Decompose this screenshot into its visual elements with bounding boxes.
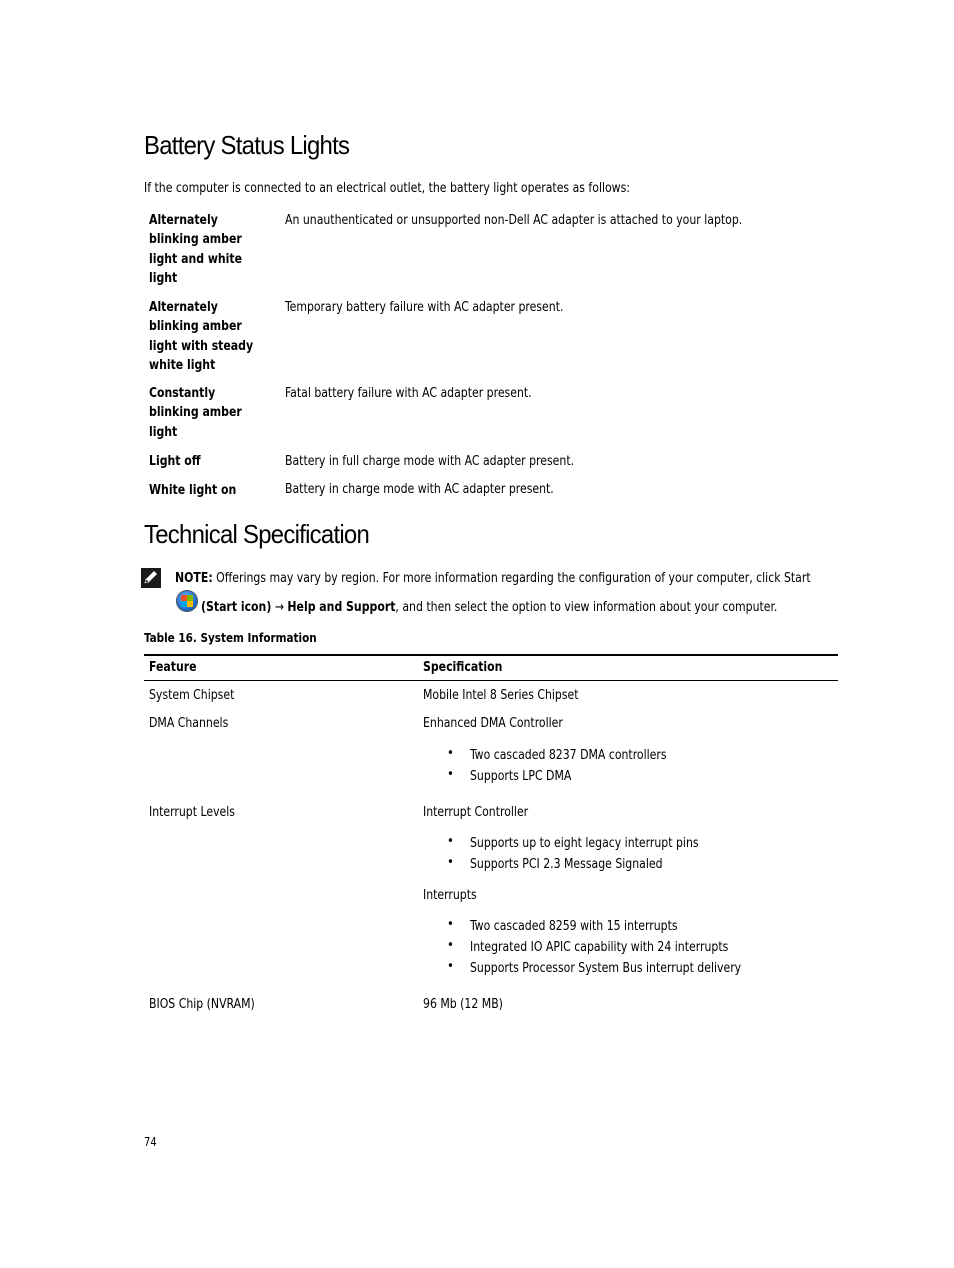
bullet-item: Two cascaded 8237 DMA controllers: [470, 748, 667, 763]
table-cell-feature: DMA Channels: [149, 716, 229, 731]
table-caption: Table 16. System Information: [144, 630, 317, 645]
bullet-marker: •: [447, 834, 454, 849]
note-text-continued: , and then select the option to view information about your computer.: [395, 600, 778, 615]
bullet-item: Supports LPC DMA: [470, 769, 572, 784]
status-description: An unauthenticated or unsupported non-Dell AC adapter is attached to your laptop.: [285, 213, 743, 228]
note-line-1: [175, 569, 811, 588]
bullet-marker: •: [447, 855, 454, 870]
bullet-marker: •: [447, 767, 454, 782]
note-label: NOTE:: [175, 571, 213, 586]
note-pencil-icon: [141, 568, 161, 588]
note-text: Offerings may vary by region. For more information regarding the configuration of your computer, click Start: [216, 571, 811, 586]
table-cell-spec: 96 Mb (12 MB): [423, 997, 503, 1012]
table-cell-spec: Mobile Intel 8 Series Chipset: [423, 688, 579, 703]
start-icon-label: (Start icon): [201, 600, 272, 615]
bullet-item: Supports PCI 2.3 Message Signaled: [470, 857, 663, 872]
intro-paragraph: If the computer is connected to an electrical outlet, the battery light operates as follows:: [144, 181, 630, 196]
bullet-item: Supports up to eight legacy interrupt pins: [470, 836, 699, 851]
status-term: Constantly blinking amber light: [149, 386, 242, 440]
table-header-specification: Specification: [423, 660, 503, 675]
bullet-marker: •: [447, 959, 454, 974]
table-header-feature: Feature: [149, 660, 197, 675]
status-term: White light on: [149, 483, 237, 498]
bullet-marker: •: [447, 746, 454, 761]
table-cell-spec: Enhanced DMA Controller: [423, 716, 563, 731]
table-cell-feature: Interrupt Levels: [149, 805, 235, 820]
arrow: →: [274, 600, 284, 615]
bullet-item: Supports Processor System Bus interrupt delivery: [470, 961, 742, 976]
bullet-marker: •: [447, 938, 454, 953]
status-description: Battery in full charge mode with AC adapter present.: [285, 454, 575, 469]
status-description: Battery in charge mode with AC adapter present.: [285, 482, 554, 497]
bullet-item: Integrated IO APIC capability with 24 interrupts: [470, 940, 729, 955]
table-header-rule: [144, 680, 838, 681]
bullet-marker: •: [447, 917, 454, 932]
bullet-item: Two cascaded 8259 with 15 interrupts: [470, 919, 678, 934]
windows-start-icon: [176, 590, 198, 612]
page-number: 74: [144, 1135, 157, 1149]
table-top-rule: [144, 654, 838, 656]
status-term: Alternately blinking amber light with steady white light: [149, 300, 254, 373]
status-term: Light off: [149, 454, 201, 469]
note-line-2: [201, 598, 777, 617]
help-and-support-label: Help and Support: [287, 600, 396, 615]
status-description: Temporary battery failure with AC adapter present.: [285, 300, 564, 315]
status-term: Alternately blinking amber light and white light: [149, 213, 243, 286]
table-cell-feature: BIOS Chip (NVRAM): [149, 997, 255, 1012]
section-title-technical-specification: Technical Specification: [144, 519, 370, 549]
status-description: Fatal battery failure with AC adapter present.: [285, 386, 532, 401]
table-cell-spec-subheading: Interrupts: [423, 888, 477, 903]
table-cell-feature: System Chipset: [149, 688, 235, 703]
section-title-battery-status-lights: Battery Status Lights: [144, 130, 350, 160]
table-cell-spec: Interrupt Controller: [423, 805, 529, 820]
